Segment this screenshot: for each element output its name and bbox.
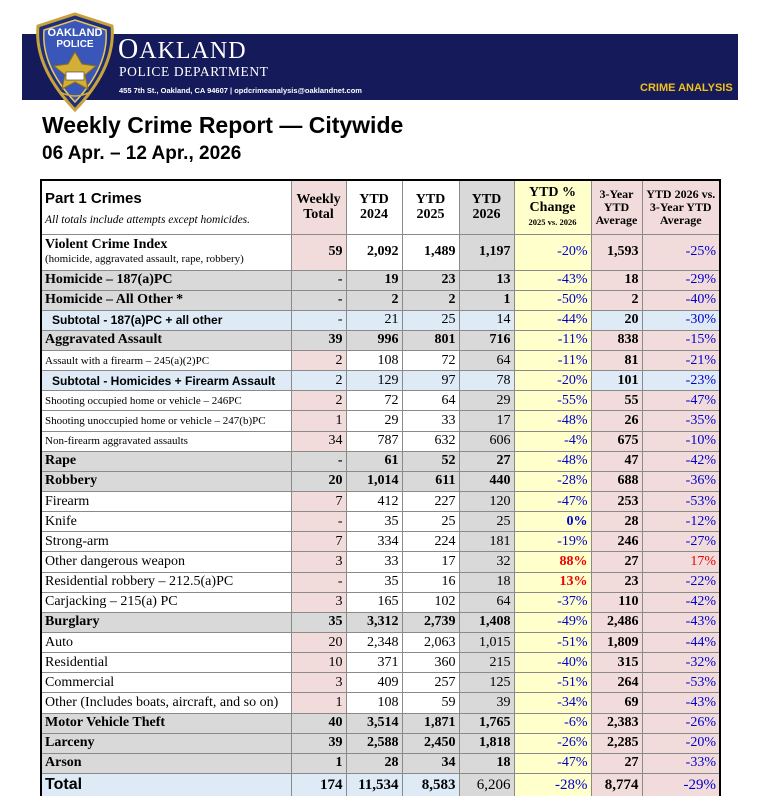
cell-ytd2026: 32 xyxy=(459,552,514,572)
cell-ytd2026: 64 xyxy=(459,351,514,371)
badge-top-text: OAKLAND xyxy=(47,27,103,39)
row-label: Homicide – All Other * xyxy=(41,290,291,310)
cell-ytd2025: 33 xyxy=(402,411,459,431)
table-row xyxy=(41,532,720,552)
cell-pct-change: -44% xyxy=(514,310,591,330)
cell-ytd2026: 1,408 xyxy=(459,612,514,632)
row-label: Assault with a firearm – 245(a)(2)PC xyxy=(41,351,291,371)
cell-3yr-avg: 1,809 xyxy=(591,633,642,653)
cell-ytd2026: 125 xyxy=(459,673,514,693)
table-row xyxy=(41,234,720,270)
cell-ytd2026: 18 xyxy=(459,753,514,773)
cell-pct-change: -51% xyxy=(514,673,591,693)
cell-weekly: 7 xyxy=(291,532,346,552)
table-row xyxy=(41,633,720,653)
unit-name: CRIME ANALYSIS xyxy=(640,82,733,94)
cell-ytd2025: 227 xyxy=(402,492,459,512)
row-label: Arson xyxy=(41,753,291,773)
cell-ytd2024: 35 xyxy=(346,512,402,532)
cell-pct-change: -26% xyxy=(514,733,591,753)
row-label: Homicide – 187(a)PC xyxy=(41,270,291,290)
row-label: Violent Crime Index (homicide, aggravated assault, rape, robbery) xyxy=(41,234,291,270)
cell-3yr-avg: 2 xyxy=(591,290,642,310)
row-label: Residential robbery – 212.5(a)PC xyxy=(41,572,291,592)
cell-3yr-avg: 8,774 xyxy=(591,774,642,796)
cell-weekly: 20 xyxy=(291,471,346,491)
cell-ytd2025: 34 xyxy=(402,753,459,773)
cell-3yr-avg: 688 xyxy=(591,471,642,491)
table-row xyxy=(41,431,720,451)
cell-vs-avg: -42% xyxy=(642,592,720,612)
cell-vs-avg: -29% xyxy=(642,270,720,290)
row-label: Commercial xyxy=(41,673,291,693)
header-ytd2026: YTD 2026 xyxy=(459,180,514,234)
cell-ytd2025: 25 xyxy=(402,310,459,330)
row-label: Larceny xyxy=(41,733,291,753)
cell-pct-change: -28% xyxy=(514,471,591,491)
header-part1: Part 1 Crimes All totals include attempts except homicides. xyxy=(41,180,291,234)
cell-3yr-avg: 101 xyxy=(591,371,642,391)
row-label: Subtotal - 187(a)PC + all other xyxy=(41,310,291,330)
table-row xyxy=(41,673,720,693)
row-label: Firearm xyxy=(41,492,291,512)
cell-ytd2024: 3,514 xyxy=(346,713,402,733)
cell-weekly: 39 xyxy=(291,330,346,350)
cell-ytd2024: 787 xyxy=(346,431,402,451)
cell-weekly: 20 xyxy=(291,633,346,653)
cell-ytd2024: 996 xyxy=(346,330,402,350)
cell-ytd2024: 35 xyxy=(346,572,402,592)
cell-3yr-avg: 81 xyxy=(591,351,642,371)
cell-ytd2024: 28 xyxy=(346,753,402,773)
row-label: Burglary xyxy=(41,612,291,632)
cell-vs-avg: -12% xyxy=(642,512,720,532)
cell-ytd2026: 1 xyxy=(459,290,514,310)
cell-weekly: - xyxy=(291,270,346,290)
cell-ytd2026: 27 xyxy=(459,451,514,471)
table-row xyxy=(41,713,720,733)
cell-vs-avg: -40% xyxy=(642,290,720,310)
cell-ytd2024: 29 xyxy=(346,411,402,431)
cell-3yr-avg: 23 xyxy=(591,572,642,592)
cell-ytd2025: 632 xyxy=(402,431,459,451)
cell-ytd2026: 1,015 xyxy=(459,633,514,653)
cell-ytd2024: 61 xyxy=(346,451,402,471)
cell-ytd2026: 120 xyxy=(459,492,514,512)
table-row xyxy=(41,270,720,290)
cell-3yr-avg: 2,285 xyxy=(591,733,642,753)
table-row xyxy=(41,371,720,391)
table-row xyxy=(41,451,720,471)
cell-vs-avg: -44% xyxy=(642,633,720,653)
badge-bottom-text: POLICE xyxy=(56,39,94,50)
cell-weekly: 3 xyxy=(291,552,346,572)
cell-ytd2024: 72 xyxy=(346,391,402,411)
cell-weekly: 1 xyxy=(291,693,346,713)
row-label: Strong-arm xyxy=(41,532,291,552)
cell-ytd2026: 17 xyxy=(459,411,514,431)
header-3yr-avg: 3-Year YTD Average xyxy=(591,180,642,234)
cell-3yr-avg: 264 xyxy=(591,673,642,693)
cell-vs-avg: -33% xyxy=(642,753,720,773)
cell-pct-change: -4% xyxy=(514,431,591,451)
table-row xyxy=(41,290,720,310)
cell-weekly: 40 xyxy=(291,713,346,733)
cell-pct-change: -48% xyxy=(514,411,591,431)
cell-weekly: 59 xyxy=(291,234,346,270)
cell-3yr-avg: 675 xyxy=(591,431,642,451)
header-ytd2025: YTD 2025 xyxy=(402,180,459,234)
cell-ytd2025: 2,450 xyxy=(402,733,459,753)
row-label: Shooting occupied home or vehicle – 246PC xyxy=(41,391,291,411)
cell-ytd2026: 1,765 xyxy=(459,713,514,733)
cell-ytd2025: 102 xyxy=(402,592,459,612)
row-label: Knife xyxy=(41,512,291,532)
cell-vs-avg: -26% xyxy=(642,713,720,733)
row-label: Other (Includes boats, aircraft, and so on) xyxy=(41,693,291,713)
cell-pct-change: -6% xyxy=(514,713,591,733)
cell-weekly: 7 xyxy=(291,492,346,512)
cell-3yr-avg: 1,593 xyxy=(591,234,642,270)
cell-weekly: 35 xyxy=(291,612,346,632)
cell-vs-avg: -30% xyxy=(642,310,720,330)
cell-pct-change: -20% xyxy=(514,234,591,270)
cell-pct-change: -48% xyxy=(514,451,591,471)
cell-vs-avg: -36% xyxy=(642,471,720,491)
cell-3yr-avg: 110 xyxy=(591,592,642,612)
cell-ytd2026: 39 xyxy=(459,693,514,713)
cell-ytd2026: 215 xyxy=(459,653,514,673)
cell-ytd2024: 165 xyxy=(346,592,402,612)
cell-ytd2024: 2,348 xyxy=(346,633,402,653)
department-subtitle: POLICE DEPARTMENT xyxy=(119,64,269,79)
cell-ytd2025: 72 xyxy=(402,351,459,371)
table-row xyxy=(41,492,720,512)
cell-ytd2024: 33 xyxy=(346,552,402,572)
cell-pct-change: -47% xyxy=(514,753,591,773)
table-row xyxy=(41,471,720,491)
cell-vs-avg: -43% xyxy=(642,693,720,713)
cell-ytd2026: 606 xyxy=(459,431,514,451)
cell-pct-change: -19% xyxy=(514,532,591,552)
cell-ytd2024: 2,092 xyxy=(346,234,402,270)
cell-pct-change: -51% xyxy=(514,633,591,653)
cell-weekly: - xyxy=(291,572,346,592)
cell-weekly: 3 xyxy=(291,673,346,693)
cell-vs-avg: -29% xyxy=(642,774,720,796)
cell-ytd2025: 224 xyxy=(402,532,459,552)
table-row xyxy=(41,753,720,773)
cell-weekly: 10 xyxy=(291,653,346,673)
cell-ytd2024: 129 xyxy=(346,371,402,391)
cell-pct-change: 13% xyxy=(514,572,591,592)
table-row xyxy=(41,391,720,411)
cell-weekly: - xyxy=(291,512,346,532)
cell-pct-change: -34% xyxy=(514,693,591,713)
row-label: Non-firearm aggravated assaults xyxy=(41,431,291,451)
cell-vs-avg: -42% xyxy=(642,451,720,471)
cell-3yr-avg: 28 xyxy=(591,512,642,532)
cell-weekly: 39 xyxy=(291,733,346,753)
police-badge-logo xyxy=(30,12,120,112)
cell-weekly: - xyxy=(291,310,346,330)
cell-ytd2025: 59 xyxy=(402,693,459,713)
cell-ytd2025: 2 xyxy=(402,290,459,310)
cell-ytd2025: 1,871 xyxy=(402,713,459,733)
report-dates: 06 Apr. – 12 Apr., 2026 xyxy=(42,143,242,164)
cell-vs-avg: -27% xyxy=(642,532,720,552)
cell-weekly: 2 xyxy=(291,351,346,371)
cell-ytd2025: 611 xyxy=(402,471,459,491)
cell-ytd2026: 1,818 xyxy=(459,733,514,753)
cell-vs-avg: -47% xyxy=(642,391,720,411)
cell-ytd2024: 19 xyxy=(346,270,402,290)
row-label: Other dangerous weapon xyxy=(41,552,291,572)
cell-3yr-avg: 253 xyxy=(591,492,642,512)
row-label: Subtotal - Homicides + Firearm Assault xyxy=(41,371,291,391)
crime-table xyxy=(40,179,721,796)
cell-3yr-avg: 2,383 xyxy=(591,713,642,733)
cell-weekly: - xyxy=(291,451,346,471)
table-row xyxy=(41,411,720,431)
table-row xyxy=(41,351,720,371)
cell-ytd2025: 801 xyxy=(402,330,459,350)
table-row xyxy=(41,733,720,753)
department-name: OAKLAND xyxy=(118,34,247,65)
cell-vs-avg: 17% xyxy=(642,552,720,572)
cell-ytd2025: 257 xyxy=(402,673,459,693)
cell-3yr-avg: 69 xyxy=(591,693,642,713)
cell-ytd2024: 1,014 xyxy=(346,471,402,491)
cell-ytd2026: 13 xyxy=(459,270,514,290)
cell-weekly: 2 xyxy=(291,371,346,391)
cell-3yr-avg: 26 xyxy=(591,411,642,431)
cell-ytd2025: 2,063 xyxy=(402,633,459,653)
cell-vs-avg: -15% xyxy=(642,330,720,350)
cell-ytd2026: 29 xyxy=(459,391,514,411)
cell-weekly: 174 xyxy=(291,774,346,796)
cell-weekly: 34 xyxy=(291,431,346,451)
cell-3yr-avg: 47 xyxy=(591,451,642,471)
cell-ytd2026: 440 xyxy=(459,471,514,491)
row-label: Carjacking – 215(a) PC xyxy=(41,592,291,612)
cell-ytd2024: 2 xyxy=(346,290,402,310)
cell-ytd2025: 97 xyxy=(402,371,459,391)
cell-vs-avg: -21% xyxy=(642,351,720,371)
row-label: Auto xyxy=(41,633,291,653)
cell-ytd2024: 334 xyxy=(346,532,402,552)
cell-ytd2026: 18 xyxy=(459,572,514,592)
cell-ytd2025: 2,739 xyxy=(402,612,459,632)
cell-3yr-avg: 20 xyxy=(591,310,642,330)
cell-3yr-avg: 838 xyxy=(591,330,642,350)
cell-ytd2026: 181 xyxy=(459,532,514,552)
cell-3yr-avg: 27 xyxy=(591,753,642,773)
cell-vs-avg: -25% xyxy=(642,234,720,270)
row-label: Shooting unoccupied home or vehicle – 247(b)PC xyxy=(41,411,291,431)
table-row xyxy=(41,552,720,572)
cell-ytd2025: 8,583 xyxy=(402,774,459,796)
cell-pct-change: -28% xyxy=(514,774,591,796)
cell-ytd2024: 3,312 xyxy=(346,612,402,632)
cell-ytd2025: 360 xyxy=(402,653,459,673)
cell-ytd2024: 21 xyxy=(346,310,402,330)
cell-ytd2025: 25 xyxy=(402,512,459,532)
header-pct-change: YTD % Change 2025 vs. 2026 xyxy=(514,180,591,234)
cell-vs-avg: -32% xyxy=(642,653,720,673)
cell-vs-avg: -20% xyxy=(642,733,720,753)
cell-ytd2024: 412 xyxy=(346,492,402,512)
cell-ytd2024: 371 xyxy=(346,653,402,673)
cell-ytd2025: 64 xyxy=(402,391,459,411)
cell-ytd2025: 1,489 xyxy=(402,234,459,270)
cell-pct-change: -55% xyxy=(514,391,591,411)
header-weekly: Weekly Total xyxy=(291,180,346,234)
table-row xyxy=(41,330,720,350)
cell-ytd2026: 716 xyxy=(459,330,514,350)
cell-pct-change: -11% xyxy=(514,330,591,350)
report-title: Weekly Crime Report — Citywide xyxy=(42,112,404,138)
row-label: Aggravated Assault xyxy=(41,330,291,350)
cell-3yr-avg: 18 xyxy=(591,270,642,290)
row-label: Motor Vehicle Theft xyxy=(41,713,291,733)
cell-ytd2026: 14 xyxy=(459,310,514,330)
cell-3yr-avg: 246 xyxy=(591,532,642,552)
cell-ytd2026: 78 xyxy=(459,371,514,391)
cell-pct-change: -49% xyxy=(514,612,591,632)
cell-weekly: 1 xyxy=(291,411,346,431)
header-ytd2024: YTD 2024 xyxy=(346,180,402,234)
cell-pct-change: 0% xyxy=(514,512,591,532)
cell-vs-avg: -35% xyxy=(642,411,720,431)
department-address: 455 7th St., Oakland, CA 94607 | opdcrimeanalysis@oaklandnet.com xyxy=(119,86,362,95)
cell-vs-avg: -10% xyxy=(642,431,720,451)
cell-pct-change: 88% xyxy=(514,552,591,572)
cell-ytd2026: 6,206 xyxy=(459,774,514,796)
row-label: Total xyxy=(41,774,291,796)
cell-3yr-avg: 315 xyxy=(591,653,642,673)
header-vs-avg: YTD 2026 vs. 3-Year YTD Average xyxy=(642,180,720,234)
cell-pct-change: -50% xyxy=(514,290,591,310)
cell-weekly: 1 xyxy=(291,753,346,773)
cell-3yr-avg: 27 xyxy=(591,552,642,572)
cell-weekly: 3 xyxy=(291,592,346,612)
cell-ytd2025: 23 xyxy=(402,270,459,290)
cell-ytd2024: 409 xyxy=(346,673,402,693)
row-label: Rape xyxy=(41,451,291,471)
table-row xyxy=(41,310,720,330)
cell-3yr-avg: 55 xyxy=(591,391,642,411)
cell-ytd2026: 25 xyxy=(459,512,514,532)
table-row xyxy=(41,592,720,612)
cell-ytd2026: 1,197 xyxy=(459,234,514,270)
cell-weekly: 2 xyxy=(291,391,346,411)
cell-ytd2024: 108 xyxy=(346,351,402,371)
table-row xyxy=(41,653,720,673)
cell-ytd2025: 16 xyxy=(402,572,459,592)
cell-ytd2024: 108 xyxy=(346,693,402,713)
cell-pct-change: -37% xyxy=(514,592,591,612)
table-row xyxy=(41,572,720,592)
row-label: Residential xyxy=(41,653,291,673)
table-row xyxy=(41,612,720,632)
table-row xyxy=(41,512,720,532)
table-row xyxy=(41,693,720,713)
cell-vs-avg: -53% xyxy=(642,673,720,693)
cell-vs-avg: -22% xyxy=(642,572,720,592)
cell-pct-change: -40% xyxy=(514,653,591,673)
row-label: Robbery xyxy=(41,471,291,491)
cell-ytd2025: 52 xyxy=(402,451,459,471)
cell-ytd2024: 11,534 xyxy=(346,774,402,796)
cell-pct-change: -11% xyxy=(514,351,591,371)
cell-pct-change: -43% xyxy=(514,270,591,290)
cell-ytd2026: 64 xyxy=(459,592,514,612)
cell-vs-avg: -23% xyxy=(642,371,720,391)
cell-ytd2024: 2,588 xyxy=(346,733,402,753)
cell-ytd2025: 17 xyxy=(402,552,459,572)
cell-vs-avg: -43% xyxy=(642,612,720,632)
cell-3yr-avg: 2,486 xyxy=(591,612,642,632)
cell-weekly: - xyxy=(291,290,346,310)
cell-pct-change: -47% xyxy=(514,492,591,512)
cell-pct-change: -20% xyxy=(514,371,591,391)
cell-vs-avg: -53% xyxy=(642,492,720,512)
table-row-total xyxy=(41,774,720,796)
